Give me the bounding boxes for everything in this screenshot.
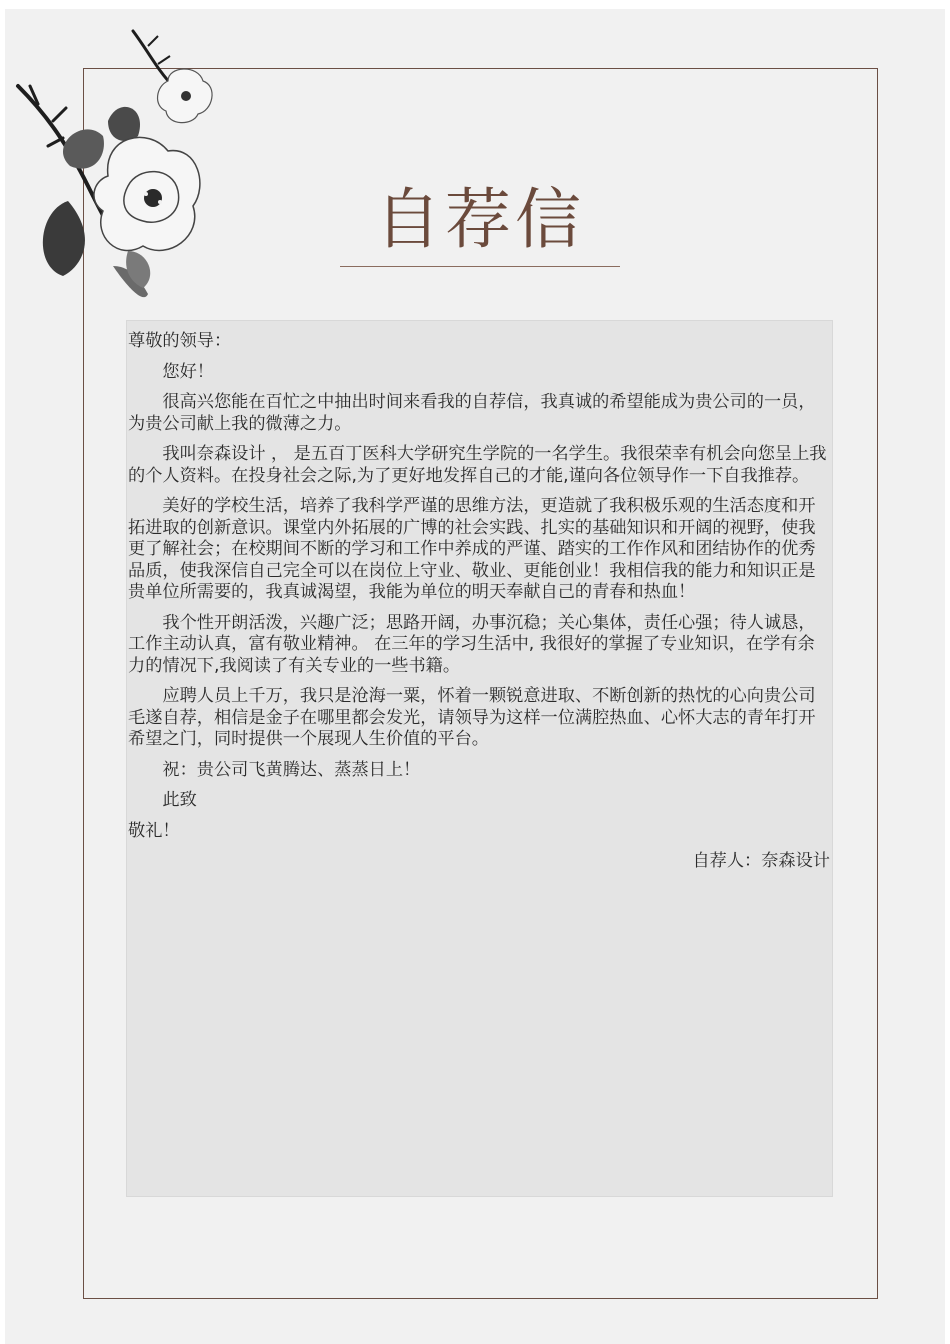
paragraph-conclusion: 应聘人员上千万，我只是沧海一粟，怀着一颗锐意进取、不断创新的热忱的心向贵公司毛遂自荐，相信是金子在哪里都会发光，请领导为这样一位满腔热血、心怀大志的青年打开希望之门，同时提供一个展现人生价值的平台。 [128,686,816,749]
closing-jingli: 敬礼！ [128,820,180,841]
paragraph-intro: 很高兴您能在百忙之中抽出时间来看我的自荐信，我真诚的希望能成为贵公司的一员，为贵公司献上我的微薄之力。 [128,392,816,434]
page-title: 自荐信 [375,181,585,258]
signature: 自荐人：奈森设计 [692,851,830,871]
wish: 祝：贵公司飞黄腾达、蒸蒸日上！ [162,759,421,780]
salutation: 尊敬的领导： [128,331,232,351]
paragraph-self-introduction: 我叫奈森设计 ， 是五百丁医科大学研究生学院的一名学生。我很荣幸有机会向您呈上我的个人资料。在投身社会之际,为了更好地发挥自己的才能,谨向各位领导作一下自我推荐。 [128,444,827,486]
paragraph-personality: 我个性开朗活泼，兴趣广泛；思路开阔，办事沉稳；关心集体，责任心强；待人诚恳，工作主动认真，富有敬业精神。 在三年的学习生活中, 我很好的掌握了专业知识，在学有余力的情况下,我阅读了有关专业的一些书籍。 [128,612,816,676]
ink-flower-branch-icon [8,26,218,306]
closing-cizhi: 此致 [162,790,197,810]
paragraph-school-life: 美好的学校生活，培养了我科学严谨的思维方法，更造就了我积极乐观的生活态度和开拓进取的创新意识。课堂内外拓展的广博的社会实践、扎实的基础知识和开阔的视野，使我更了解社会；在校期间不断的学习和工作中养成的严谨、踏实的工作作风和团结协作的优秀品质，使我深信自己完全可以在岗位上守业、敬业、更能创业！我相信我的能力和知识正是贵单位所需要的，我真诚渴望，我能为单位的明天奉献自己的青春和热血！ [128,496,816,602]
greeting: 您好！ [162,361,214,382]
title-underline [340,266,620,267]
letter-body [128,331,830,873]
